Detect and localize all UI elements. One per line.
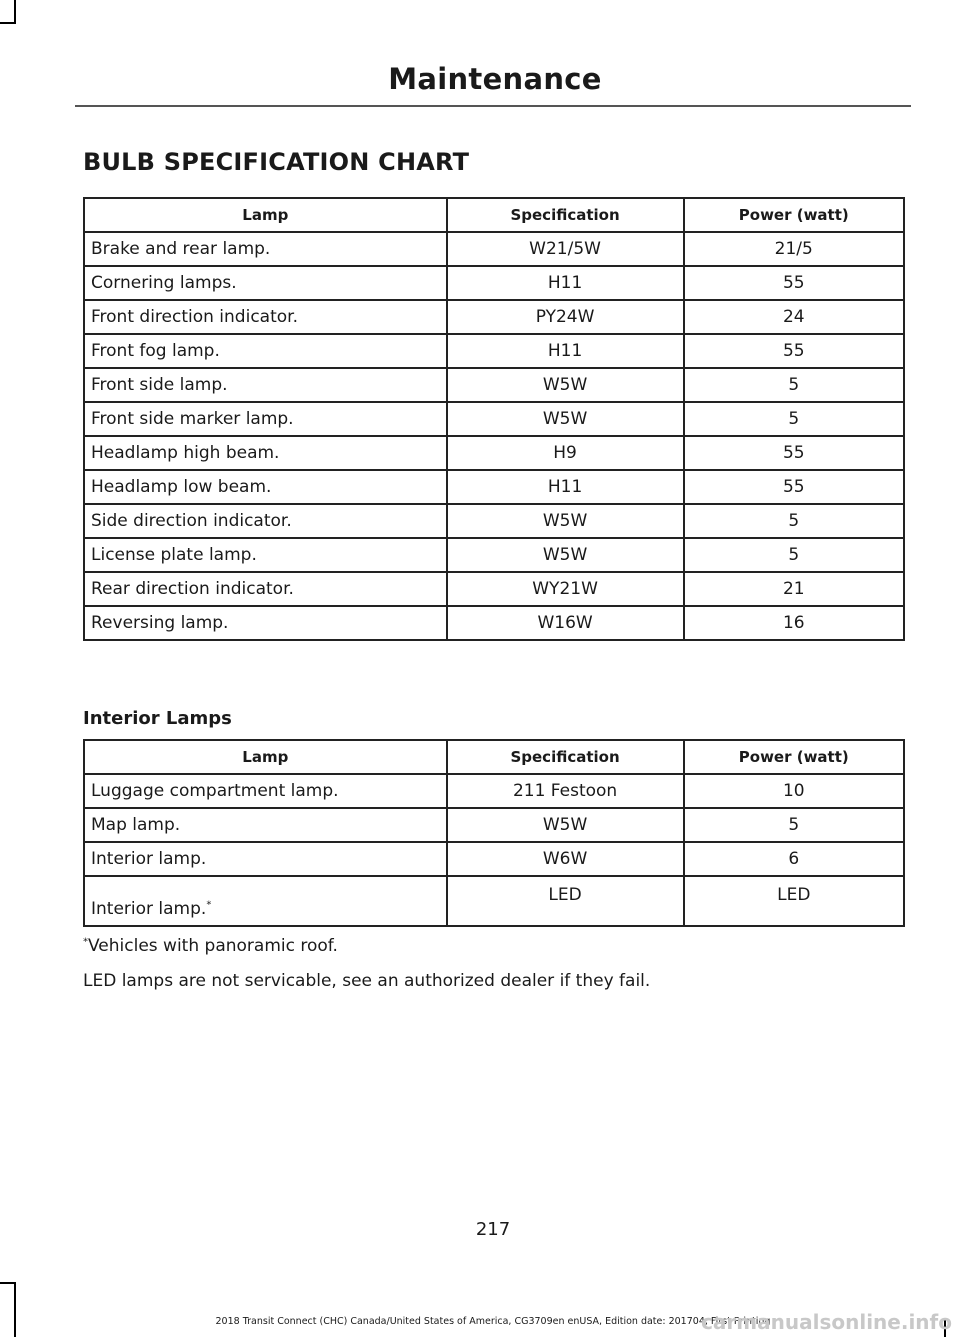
- power-cell: 21: [684, 572, 904, 606]
- column-header-lamp: Lamp: [84, 198, 447, 232]
- watermark: carmanualsonline.info: [701, 1310, 952, 1334]
- spec-cell: H9: [447, 436, 684, 470]
- lamp-cell: Front fog lamp.: [84, 334, 447, 368]
- table-row: [84, 436, 904, 470]
- lamp-cell: Front direction indicator.: [84, 300, 447, 334]
- power-cell: 55: [684, 470, 904, 504]
- lamp-cell: Side direction indicator.: [84, 504, 447, 538]
- column-header-specification: Specification: [447, 740, 684, 774]
- footer-edition-text: 2018 Transit Connect (CHC) Canada/United States of America, CG3709en enUSA, Edition date: 201704, First Printing: [215, 1316, 771, 1327]
- table-row: [84, 300, 904, 334]
- power-cell: 55: [684, 266, 904, 300]
- spec-cell: W5W: [447, 402, 684, 436]
- crop-mark: [0, 1282, 16, 1284]
- spec-cell: WY21W: [447, 572, 684, 606]
- spec-cell: W5W: [447, 368, 684, 402]
- table-row: [84, 470, 904, 504]
- table-row: [84, 232, 904, 266]
- spec-cell: 211 Festoon: [447, 774, 684, 808]
- lamp-cell: Brake and rear lamp.: [84, 232, 447, 266]
- power-cell: 6: [684, 842, 904, 876]
- table-row: [84, 538, 904, 572]
- footnote: [83, 936, 338, 956]
- table-row: [84, 876, 904, 926]
- table-row: [84, 606, 904, 640]
- lamp-label: Interior lamp.: [91, 899, 207, 919]
- lamp-cell: Rear direction indicator.: [84, 572, 447, 606]
- spec-cell: PY24W: [447, 300, 684, 334]
- lamp-cell: Headlamp high beam.: [84, 436, 447, 470]
- header-divider: [75, 105, 911, 107]
- power-cell: 21/5: [684, 232, 904, 266]
- table-row: [84, 504, 904, 538]
- power-cell: 24: [684, 300, 904, 334]
- footnote-marker: *: [206, 899, 212, 911]
- table-row: [84, 334, 904, 368]
- power-cell: 16: [684, 606, 904, 640]
- lamp-cell: Interior lamp.: [84, 842, 447, 876]
- lamp-cell: Cornering lamps.: [84, 266, 447, 300]
- page-number: 217: [475, 1219, 511, 1240]
- spec-cell: H11: [447, 266, 684, 300]
- table-header-row: [84, 198, 904, 232]
- table-row: [84, 402, 904, 436]
- table-row: [84, 774, 904, 808]
- power-cell: 5: [684, 538, 904, 572]
- footnote-text: Vehicles with panoramic roof.: [88, 936, 338, 956]
- lamp-cell: Luggage compartment lamp.: [84, 774, 447, 808]
- table-row: [84, 266, 904, 300]
- lamp-cell: [84, 876, 447, 926]
- footnote-marker: *: [83, 936, 88, 948]
- spec-cell: W5W: [447, 808, 684, 842]
- lamp-cell: Headlamp low beam.: [84, 470, 447, 504]
- spec-cell: W5W: [447, 538, 684, 572]
- lamp-cell: License plate lamp.: [84, 538, 447, 572]
- power-cell: 5: [684, 368, 904, 402]
- power-cell: LED: [684, 876, 904, 926]
- lamp-cell: Front side lamp.: [84, 368, 447, 402]
- spec-cell: H11: [447, 334, 684, 368]
- spec-cell: W6W: [447, 842, 684, 876]
- column-header-power: Power (watt): [684, 198, 904, 232]
- spec-cell: W21/5W: [447, 232, 684, 266]
- power-cell: 55: [684, 334, 904, 368]
- table-header-row: [84, 740, 904, 774]
- lamp-cell: Front side marker lamp.: [84, 402, 447, 436]
- spec-cell: H11: [447, 470, 684, 504]
- chart-title: BULB SPECIFICATION CHART: [83, 148, 470, 176]
- column-header-power: Power (watt): [684, 740, 904, 774]
- interior-lamps-heading: Interior Lamps: [83, 708, 232, 729]
- interior-lamps-table: [83, 739, 905, 927]
- spec-cell: W5W: [447, 504, 684, 538]
- led-note: LED lamps are not servicable, see an authorized dealer if they fail.: [83, 971, 651, 991]
- power-cell: 55: [684, 436, 904, 470]
- table-row: [84, 842, 904, 876]
- power-cell: 10: [684, 774, 904, 808]
- bulb-spec-table: [83, 197, 905, 641]
- power-cell: 5: [684, 402, 904, 436]
- table-row: [84, 572, 904, 606]
- column-header-lamp: Lamp: [84, 740, 447, 774]
- crop-mark: [14, 1282, 16, 1337]
- spec-cell: LED: [447, 876, 684, 926]
- table-row: [84, 368, 904, 402]
- crop-mark: [0, 22, 16, 24]
- lamp-cell: Reversing lamp.: [84, 606, 447, 640]
- spec-cell: W16W: [447, 606, 684, 640]
- crop-mark: [14, 0, 16, 24]
- power-cell: 5: [684, 808, 904, 842]
- table-row: [84, 808, 904, 842]
- page-section-title: Maintenance: [388, 62, 602, 96]
- lamp-cell: Map lamp.: [84, 808, 447, 842]
- column-header-specification: Specification: [447, 198, 684, 232]
- power-cell: 5: [684, 504, 904, 538]
